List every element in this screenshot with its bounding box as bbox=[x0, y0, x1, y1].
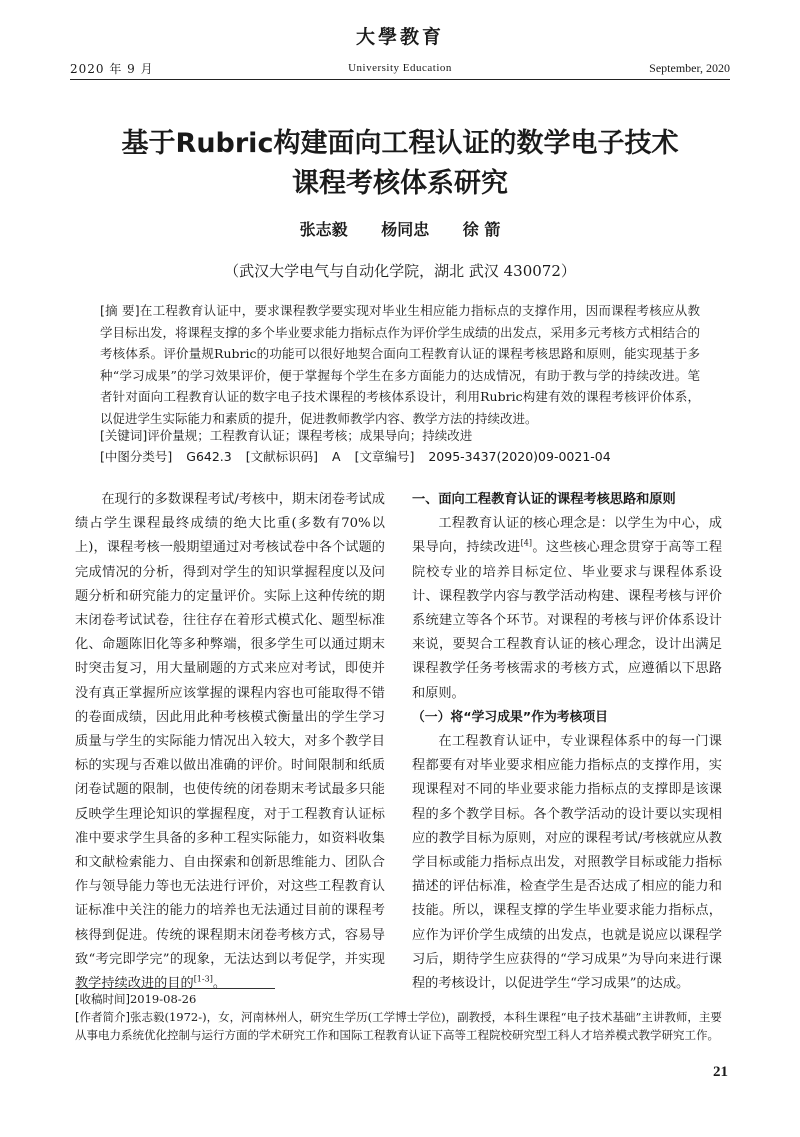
author-name: 徐 箭 bbox=[462, 220, 501, 239]
received-date: [收稿时间]2019-08-26 bbox=[75, 992, 197, 1006]
abstract bbox=[100, 300, 700, 429]
body-paragraph: 在现行的多数课程考试/考核中，期末闭卷考试成绩占学生课程最终成绩的绝大比重(多数有70%以上)，课程考核一般期望通过对考核试卷中各个试题的完成情况的分析，得到对学生的知识掌握程度以及问题分析和研究能力的定量评价。实际上这种传统的期末闭卷考试试卷，往往存在着形式模式化、题型标准化、命题陈旧化等多种弊端，很多学生可以通过期末时突击复习，用大量刷题的方式来应对考试，即使并没有真正掌握所应该掌握的课程内容也可能取得不错的卷面成绩，因此用此种考核模式衡量出的学生学习质量与学生的实际能力情况出入较大，对多个教学目标的实现与否难以做出准确的评价。时间限制和纸质闭卷试题的限制，也使传统的闭卷期末考试最多只能反映学生理论知识的掌握程度，对于工程教育认证标准中要求学生具备的多种工程实际能力，如资料收集和文献检索能力、自由探索和创新思维能力、团队合作与领导能力等也无法进行评价，对这些工程教育认证标准中关注的能力的培养也无法通过目前的课程考核得到促进。传统的课程期末闭卷考核方式，容易导致“考完即学完”的现象，无法达到以考促学，并实现教学持续改进的目的[1-3]。 bbox=[75, 492, 385, 992]
clc-value: G642.3 bbox=[186, 449, 232, 464]
body-paragraph: 在工程教育认证中，专业课程体系中的每一门课程都要有对毕业要求相应能力指标点的支撑作用，实现课程对不同的毕业要求能力指标点的支撑即是该课程的多个教学目标。各个教学活动的设计要以实现相应的教学目标为原则，对应的课程考试/考核就应从教学目标或能力指标点出发，对照教学目标或能力指标描述的评估标准，检查学生是否达成了相应的能力和技能。所以，课程支撑的学生毕业要求能力指标点，应作为评价学生成绩的出发点，也就是说应以课程学习后，期待学生应获得的“学习成果”为导向来进行课程的考核设计，以促进学生“学习成果”的达成。 bbox=[412, 734, 722, 992]
classification-line bbox=[100, 446, 700, 467]
keywords-text: 评价量规；工程教育认证；课程考核；成果导向；持续改进 bbox=[147, 428, 473, 443]
footnote bbox=[75, 990, 725, 1044]
author-list bbox=[0, 217, 800, 240]
body-left-column bbox=[75, 488, 385, 996]
subsection-heading: （一）将“学习成果”作为考核项目 bbox=[412, 709, 608, 725]
header-divider bbox=[70, 79, 730, 80]
footnote-divider bbox=[75, 988, 275, 989]
journal-logo: 大學教育 bbox=[355, 26, 444, 48]
article-number-value: 2095-3437(2020)09-0021-04 bbox=[428, 449, 611, 464]
title-line-1: 基于Rubric构建面向工程认证的数学电子技术 bbox=[121, 128, 679, 159]
clc-label: [中图分类号] bbox=[100, 449, 173, 464]
header-date-cn: 2020 年 9 月 bbox=[70, 62, 154, 76]
keywords-label: [关键词] bbox=[100, 428, 148, 443]
author-name: 张志毅 bbox=[299, 220, 348, 239]
keywords bbox=[100, 425, 700, 446]
abstract-text: 在工程教育认证中，要求课程教学要实现对毕业生相应能力指标点的支撑作用，因而课程考核应从教学目标出发，将课程支撑的多个毕业要求能力指标点作为评价学生成绩的出发点，采用多元考核方式相结合的考核体系。评价量规Rubric的功能可以很好地契合面向工程教育认证的课程考核思路和原则，能实现基于多种“学习成果”的学习效果评价，便于掌握每个学生在多方面能力的达成情况，有助于教与学的持续改进。笔者针对面向工程教育认证的数字电子技术课程的考核体系设计，利用Rubric构建有效的课程考核评价体系，以促进学生实际能力和素质的提升，促进教师教学内容、教学方法的持续改进。 bbox=[100, 303, 701, 426]
page-number: 21 bbox=[713, 1064, 728, 1080]
section-heading: 一、面向工程教育认证的课程考核思路和原则 bbox=[412, 492, 676, 507]
body-right-column bbox=[412, 488, 722, 996]
body-paragraph: 工程教育认证的核心理念是：以学生为中心，成果导向，持续改进[4]。这些核心理念贯穿于高等工程院校专业的培养目标定位、毕业要求与课程体系设计、课程教学内容与教学活动构建、课程考核与评价系统建立等各个环节。对课程的考核与评价体系设计来说，要契合工程教育认证的核心理念，设计出满足课程教学任务考核需求的考核方式，应遵循以下思路和原则。 bbox=[412, 516, 723, 701]
author-name: 杨同忠 bbox=[381, 220, 430, 239]
header-journal-name: University Education bbox=[348, 62, 452, 74]
doc-code-value: A bbox=[332, 449, 341, 464]
citation: [1-3] bbox=[193, 974, 213, 984]
author-affiliation: （武汉大学电气与自动化学院，湖北 武汉 430072） bbox=[224, 262, 576, 280]
header-date-en: September, 2020 bbox=[649, 61, 730, 75]
article-number-label: [文章编号] bbox=[354, 449, 415, 464]
author-bio: [作者简介]张志毅(1972-)，女，河南林州人，研究生学历(工学博士学位)，副教授，本科生课程“电子技术基础”主讲教师，主要从事电力系统优化控制与运行方面的学术研究工作和国际工程教育认证下高等工程院校研究型工科人才培养模式教学研究工作。 bbox=[75, 1010, 722, 1042]
paper-title bbox=[60, 124, 740, 204]
citation: [4] bbox=[520, 539, 532, 549]
abstract-label: [摘 要] bbox=[100, 303, 140, 318]
title-line-2: 课程考核体系研究 bbox=[292, 168, 508, 199]
doc-code-label: [文献标识码] bbox=[245, 449, 319, 464]
